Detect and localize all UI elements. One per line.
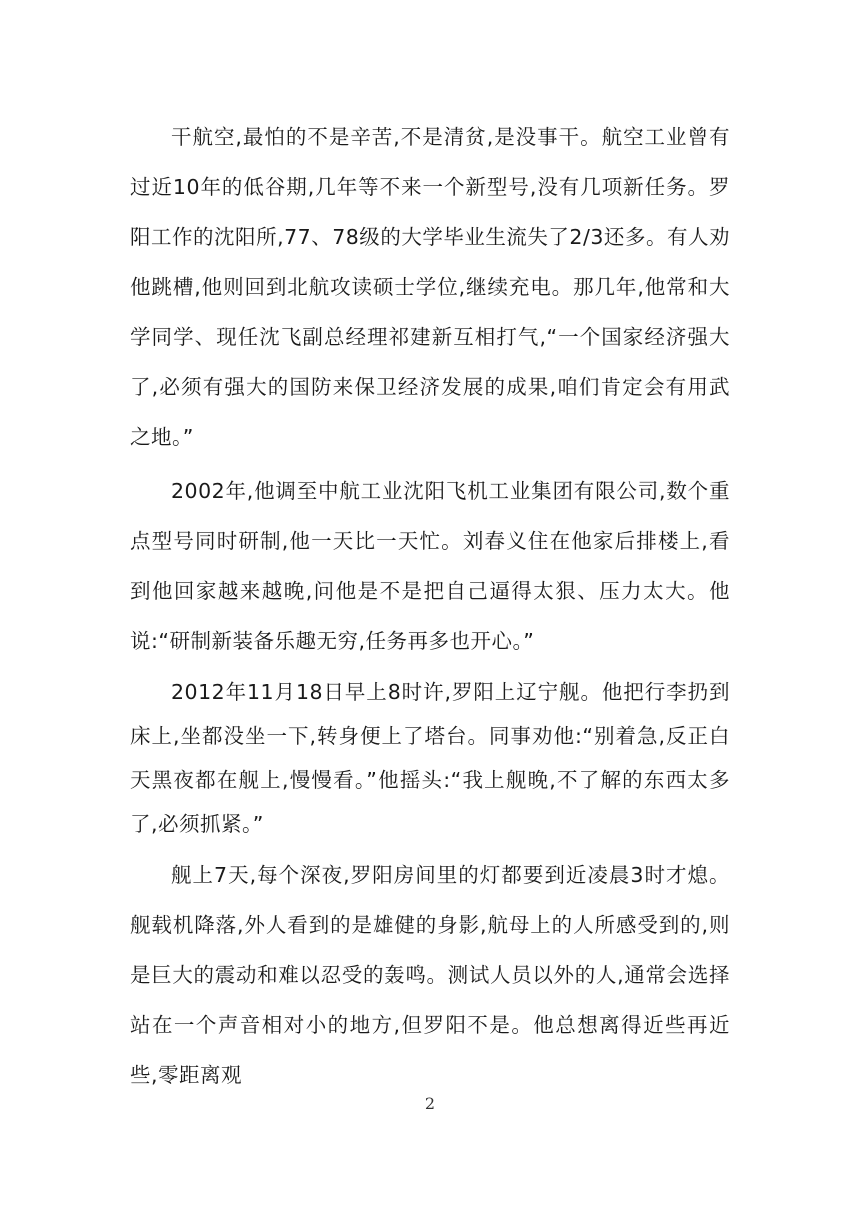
article-body: [130, 112, 730, 1104]
paragraph-3: 2012年11月18日早上8时许,罗阳上辽宁舰。他把行李扔到床上,坐都没坐一下,转身便上了塔台。同事劝他:“别着急,反正白天黑夜都在舰上,慢慢看。”他摇头:“我上舰晚,不了解的东西太多了,必须抓紧。”: [130, 680, 730, 836]
paragraph-1: 干航空,最怕的不是辛苦,不是清贫,是没事干。航空工业曾有过近10年的低谷期,几年等不来一个新型号,没有几项新任务。罗阳工作的沈阳所,77、78级的大学毕业生流失了2/3还多。有人劝他跳槽,他则回到北航攻读硕士学位,继续充电。那几年,他常和大学同学、现任沈飞副总经理祁建新互相打气,“一个国家经济强大了,必须有强大的国防来保卫经济发展的成果,咱们肯定会有用武之地。”: [130, 125, 730, 449]
page-number: 2: [424, 1094, 436, 1113]
paragraph-4: 舰上7天,每个深夜,罗阳房间里的灯都要到近凌晨3时才熄。舰载机降落,外人看到的是雄健的身影,航母上的人所感受到的,则是巨大的震动和难以忍受的轰鸣。测试人员以外的人,通常会选择站在一个声音相对小的地方,但罗阳不是。他总想离得近些再近些,零距离观: [130, 863, 730, 1087]
paragraph-2: 2002年,他调至中航工业沈阳飞机工业集团有限公司,数个重点型号同时研制,他一天比一天忙。刘春义住在他家后排楼上,看到他回家越来越晚,问他是不是把自己逼得太狠、压力太大。他说:“研制新装备乐趣无穷,任务再多也开心。”: [130, 479, 730, 653]
